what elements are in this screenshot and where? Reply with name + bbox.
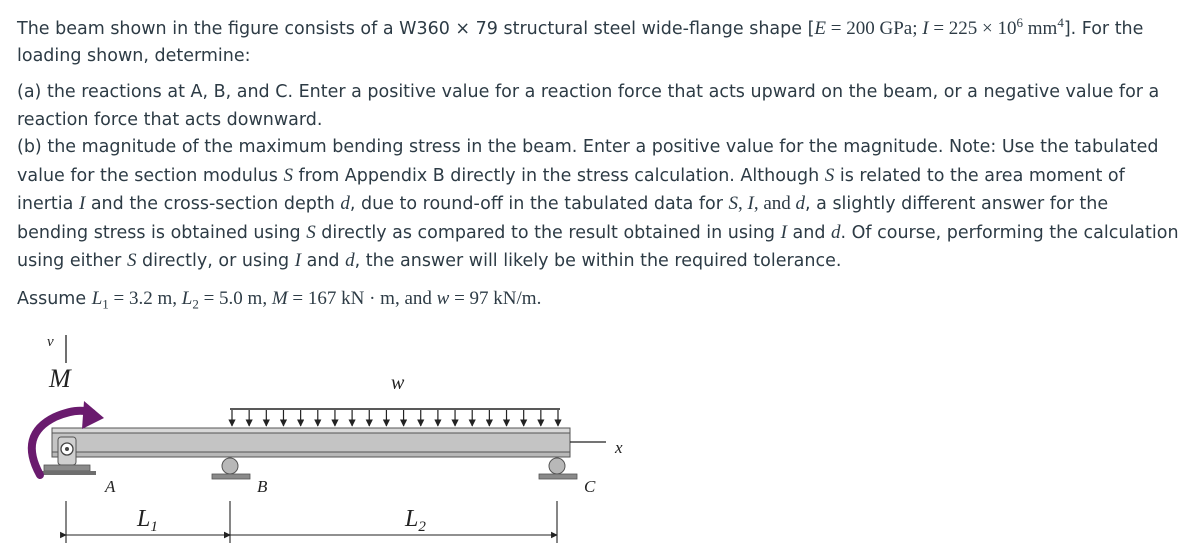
intro-text-end: ]. For the loading shown, determine: <box>17 18 1144 67</box>
symbol-L2: L <box>181 288 193 309</box>
symbol-I: I <box>294 250 302 271</box>
part-b-text: . Of course, performing the calculation using either <box>17 222 1179 271</box>
modulus-symbol: E <box>814 17 827 39</box>
math-and: , and <box>753 193 796 214</box>
symbol-d: d <box>795 193 806 214</box>
label-b: B <box>257 477 268 496</box>
exponent-4: 4 <box>1057 15 1064 30</box>
distributed-load-arrows <box>232 410 558 426</box>
exponent-6: 6 <box>1016 15 1024 30</box>
part-b-text: directly, or using <box>136 251 295 271</box>
part-b-text: and the cross-section depth <box>85 194 341 214</box>
value-w: = 97 kN/m. <box>449 288 542 309</box>
symbol-w: w <box>436 288 450 309</box>
symbol-I: I <box>780 221 787 243</box>
dim-label-l1: $L_1$ <box>137 506 158 535</box>
x-axis-label: x <box>615 438 623 457</box>
symbol-M: M <box>271 288 288 309</box>
beam-top-flange <box>52 428 570 433</box>
symbol-S: S <box>306 221 316 243</box>
symbol-d: d <box>831 221 841 243</box>
symbol-I: I <box>78 193 86 214</box>
symbol-d: d <box>345 250 355 271</box>
beam-web <box>52 433 570 452</box>
symbol-I: I <box>747 193 754 214</box>
label-a: A <box>105 477 116 496</box>
part-a-paragraph <box>17 79 1182 134</box>
symbol-L1: L <box>91 288 103 309</box>
intro-text: The beam shown in the figure consists of a W360 × 79 structural steel wide-flange shape [ <box>17 18 815 39</box>
subscript-1: 1 <box>102 296 109 312</box>
roller-support-c <box>539 458 577 479</box>
part-b-label: (b) <box>17 137 42 157</box>
part-b-text: directly as compared to the result obtained in using <box>315 222 781 243</box>
part-b-text: , the answer will likely be within the required tolerance. <box>354 251 842 271</box>
part-b-text: , due to round-off in the tabulated data for <box>349 194 729 214</box>
subscript-2: 2 <box>192 296 199 312</box>
dim-label-l2: $L_2$ <box>405 506 426 535</box>
part-a-label: (a) <box>17 82 42 102</box>
assume-lead: Assume <box>17 289 92 309</box>
assume-paragraph <box>17 285 1182 318</box>
part-a-text: the reactions at A, B, and C. Enter a positive value for a reaction force that acts upward on the beam, or a negative value for a reaction force that acts downward. <box>17 82 1160 130</box>
part-b-text: from Appendix B directly in the stress calculation. Although <box>292 165 825 186</box>
value-L2: = 5.0 m, <box>198 288 272 309</box>
part-b-paragraph <box>17 134 1182 276</box>
modulus-value: = 200 GPa; <box>826 17 923 39</box>
symbol-S: S <box>126 250 137 271</box>
inertia-symbol: I <box>922 17 929 39</box>
moment-arrow-head <box>82 401 104 429</box>
value-M: = 167 kN · m, and <box>287 288 437 309</box>
math-comma: , <box>738 193 748 214</box>
symbol-d: d <box>340 193 350 214</box>
symbol-S: S <box>283 164 293 186</box>
part-b-text: and <box>301 251 346 271</box>
label-c: C <box>584 477 596 496</box>
part-b-text: the magnitude of the maximum bending stress in the beam. Enter a positive value for the magnitude. Note: Use the tabulated value for the section modulus <box>17 137 1159 186</box>
symbol-S: S <box>824 164 835 186</box>
v-axis-label: v <box>47 334 54 350</box>
moment-label: M <box>49 364 71 393</box>
value-L1: = 3.2 m, <box>108 288 182 309</box>
beam-bottom-flange <box>52 452 570 457</box>
inertia-value: = 225 × 10 <box>928 17 1017 39</box>
symbol-S: S <box>728 193 739 214</box>
beam-figure <box>0 325 680 553</box>
part-b-text: and <box>786 222 831 243</box>
load-label: w <box>391 372 405 394</box>
roller-support-b <box>212 458 250 479</box>
part-b-text: is related to the area moment of inertia <box>17 165 1125 214</box>
unit-mm: mm <box>1023 17 1058 39</box>
intro-paragraph <box>17 9 1182 71</box>
part-b-text: , a slightly different answer for the bending stress is obtained using <box>17 194 1109 243</box>
